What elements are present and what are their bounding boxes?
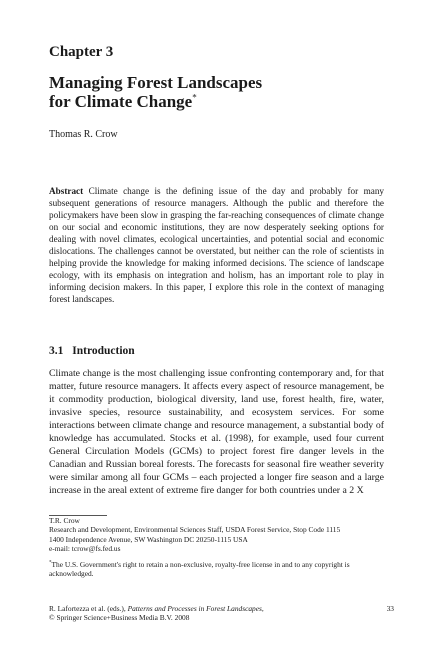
copyright-footnote-mark: *: [49, 560, 52, 566]
section-body-text: Climate change is the most challenging issue confronting contemporary and, for that matter, future resource managers. It affects every aspect of resource management, be it commodity production, biological diversity, land use, forest health, fire, water, invasive species, resource sustainability, and ecosystem services. For some interactions between climate change and resource management, a substantial body of knowledge has accumulated. Stocks et al. (1998), for example, used four current General Circulation Models (GCMs) to project forest fire danger levels in the Canadian and Russian boreal forests. The forecasts for seasonal fire weather severity were similar among all four GCMs – each projected a longer fire season and a large increase in the areal extent of extreme fire danger for both countries under a 2 X: [49, 368, 384, 496]
author-name: Thomas R. Crow: [49, 129, 118, 140]
book-credit: [49, 604, 394, 623]
abstract-text: Climate change is the defining issue of the day and probably for many subsequent generations of resource managers. Although the public and therefore the policymakers have been slow in grasping the far-reaching consequences of climate change on our social and economic institutions, they are now desperately seeking options for dealing with novel climates, ecological uncertainties, and potential social and economic dislocations. The challenges cannot be overstated, but neither can the role of scientists in helping provide the knowledge for making informed decisions. The science of landscape ecology, with its emphasis on integration and holism, has an important role to play in informing decision makers. In this paper, I explore this role in the context of managing forest landscapes.: [49, 186, 385, 304]
footnote-author-name: T.R. Crow: [49, 516, 80, 525]
footnote-affiliation-2: 1400 Independence Avenue, SW Washington DC 20250-1115 USA: [49, 534, 248, 544]
page-number: 33: [386, 604, 394, 613]
book-credit-title: Patterns and Processes in Forest Landscapes,: [127, 604, 264, 613]
abstract-label: Abstract: [49, 186, 84, 196]
chapter-title-line-2-text: for Climate Change: [49, 92, 193, 111]
copyright-footnote-text: The U.S. Government's right to retain a non-exclusive, royalty-free license in and to any copyright is acknowledged.: [49, 560, 350, 579]
footnote-email: e-mail: tcrow@fs.fed.us: [49, 544, 121, 554]
section-heading: [49, 345, 135, 357]
chapter-title: [49, 73, 262, 111]
abstract: [49, 185, 384, 305]
section-title: Introduction: [72, 345, 135, 357]
chapter-title-line-2: [49, 92, 262, 111]
book-credit-editors: R. Lafortezza et al. (eds.),: [49, 604, 128, 613]
footnote-affiliation-1: Research and Development, Environmental Sciences Staff, USDA Forest Service, Stop Code 1115: [49, 525, 341, 535]
copyright-footnote: [49, 560, 394, 579]
chapter-title-line-1: Managing Forest Landscapes: [49, 73, 263, 92]
section-number: 3.1: [49, 345, 64, 357]
author-footnote: [49, 516, 394, 554]
title-footnote-mark: *: [192, 92, 197, 103]
book-credit-line-2: © Springer Science+Business Media B.V. 2008: [49, 613, 190, 623]
book-credit-line-1: [49, 604, 394, 613]
chapter-label: Chapter 3: [49, 44, 114, 60]
